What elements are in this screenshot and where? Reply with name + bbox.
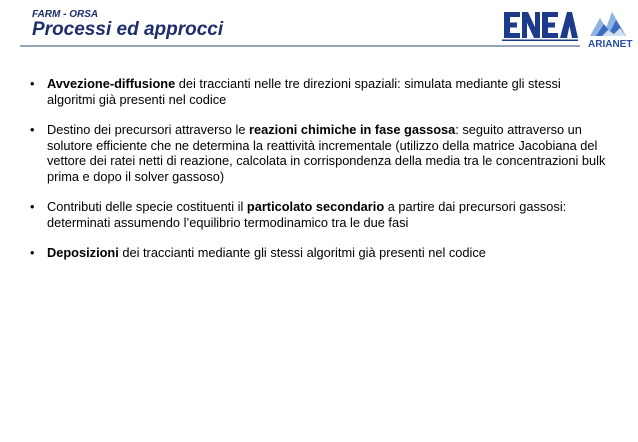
bullet-item: [30, 122, 610, 184]
bullet-list: [30, 76, 610, 276]
bullet-text-pre: Contributi delle specie costituenti il: [47, 199, 247, 214]
header-kicker: FARM - ORSA: [32, 9, 99, 20]
bullet-dot: •: [30, 76, 35, 91]
title-divider: [20, 45, 580, 47]
bullet-emphasis: particolato secondario: [246, 199, 385, 214]
bullet-item: [30, 76, 610, 107]
bullet-dot: •: [30, 245, 35, 260]
bullet-text: dei traccianti nelle tre direzioni spaziali: simulata mediante gli stessi algoritmi già presenti nel codice: [47, 76, 561, 107]
slide-title: Processi ed approcci: [32, 19, 224, 40]
bullet-dot: •: [30, 122, 35, 137]
bullet-item: [30, 245, 610, 261]
enea-logo: [502, 8, 578, 42]
bullet-lead: Avvezione-diffusione: [47, 76, 176, 91]
bullet-text-post: : seguito attraverso un solutore efficiente che ne determina la reattività incrementale (utilizzo della matrice Jacobiana del vettore dei ratei netti di reazione, calcolata in corrispondenza della media tra le concentrazioni bulk prima e dopo il solver gassoso): [47, 122, 606, 184]
bullet-text: dei traccianti mediante gli stessi algoritmi già presenti nel codice: [118, 245, 486, 260]
bullet-emphasis: reazioni chimiche in fase gassosa: [249, 122, 456, 137]
bullet-lead: Deposizioni: [47, 245, 119, 260]
bullet-dot: •: [30, 199, 35, 214]
arianet-wordmark: ARIANET: [588, 39, 633, 50]
bullet-item: [30, 199, 610, 230]
bullet-text-pre: Destino dei precursori attraverso le: [47, 122, 249, 137]
bullet-text-post: a partire dai precursori gassosi: determinati assumendo l’equilibrio termodinamico tra le due fasi: [47, 199, 567, 230]
